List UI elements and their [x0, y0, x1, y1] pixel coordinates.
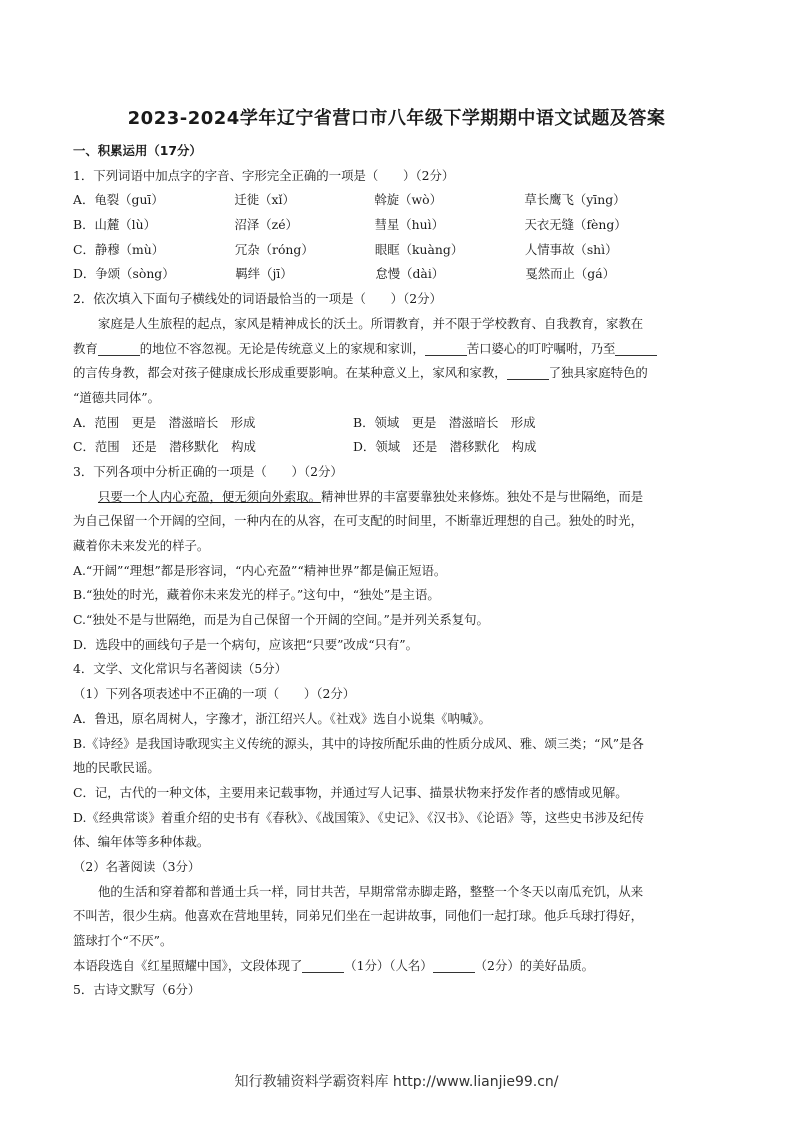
question-2-passage-line: “道德共同体”。	[73, 389, 161, 405]
question-2-options-row	[73, 411, 723, 436]
option-c: C．记，古代的一种文体，主要用来记载事物，并通过写人记事、描景状物来抒发作者的感情或见解。	[73, 784, 628, 800]
option-word: 斡旋（wò）	[374, 192, 442, 208]
exam-body	[73, 139, 723, 1003]
footer-watermark: 知行教辅资料学霸资料库 http://www.lianjie99.cn/	[234, 1074, 559, 1090]
option-b: B.《诗经》是我国诗歌现实主义传统的源头，其中的诗按所配乐曲的性质分成风、雅、颂三类；“风”是各	[73, 735, 644, 751]
question-2-passage-line	[73, 337, 723, 362]
page-title: 2023-2024学年辽宁省营口市八年级下学期期中语文试题及答案	[127, 108, 666, 129]
question-2-stem: 2．依次填入下面句子横线处的词语最恰当的一项是（ ）（2分）	[73, 291, 442, 307]
question-2-passage-line	[73, 361, 723, 386]
option-word: 羁绊（jī）	[235, 266, 293, 282]
option-word: 草长鹰飞（yīng）	[524, 192, 626, 208]
question-1-option-row	[73, 238, 723, 263]
ask-text: （2分）的美好品质。	[474, 957, 595, 973]
option-word: 彗星（huì）	[374, 217, 444, 233]
option-letter: B．	[73, 217, 95, 233]
reading-passage-line: 他的生活和穿着都和普通士兵一样，同甘共苦，早期常常赤脚走路，整整一个冬天以南瓜充饥，从来	[98, 883, 644, 899]
option-a: A.“开阔”“理想”都是形容词，“内心充盈”“精神世界”都是偏正短语。	[73, 562, 447, 578]
question-3-passage-line: 为自己保留一个开阔的空间，一种内在的从容，在可支配的时间里，不断靠近理想的自己。独处的时光，	[73, 513, 643, 529]
option-word: 龟裂（guī）	[94, 192, 164, 208]
option-letter: C．	[73, 241, 95, 257]
option-d: D.《经典常谈》着重介绍的史书有《春秋》、《战国策》、《史记》、《汉书》、《论语》等，这些史书涉及纪传	[73, 809, 644, 825]
option-d: D．领域 还是 潜移默化 构成	[353, 439, 537, 455]
passage-text: 苦口婆心的叮咛嘱咐，乃至	[466, 340, 616, 356]
ask-text: （1分）（人名）	[344, 957, 433, 973]
passage-text: 的言传身教，都会对孩子健康成长形成重要影响。在某种意义上，家风和家教，	[73, 365, 507, 381]
option-c: C.“独处不是与世隔绝，而是为自己保留一个开阔的空间。”是并列关系复句。	[73, 612, 489, 628]
question-1-stem: 1．下列词语中加点字的字音、字形完全正确的一项是（ ）（2分）	[73, 167, 455, 183]
option-d-continued: 体、编年体等多种体裁。	[73, 834, 210, 850]
option-word: 静穆（mù）	[94, 241, 165, 257]
option-letter: A．	[73, 192, 95, 208]
passage-text: 精神世界的丰富要靠独处来修炼。独处不是与世隔绝，而是	[321, 488, 644, 504]
fill-blank	[615, 341, 657, 356]
reading-passage-line: 不叫苦，很少生病。他喜欢在营地里转，同弟兄们坐在一起讲故事，同他们一起打球。他乒乓球打得好，	[73, 908, 643, 924]
passage-text: 了独具家庭特色的	[548, 365, 648, 381]
option-word: 怠慢（dài）	[375, 266, 445, 282]
underlined-sentence: 只要一个人内心充盈，便无须向外索取。	[98, 488, 322, 504]
fill-blank	[302, 958, 344, 973]
passage-text: 的地位不容忽视。无论是传统意义上的家规和家训，	[139, 340, 425, 356]
fill-blank	[98, 341, 140, 356]
option-word: 山麓（lù）	[94, 217, 157, 233]
question-4-stem: 4．文学、文化常识与名著阅读（5分）	[73, 661, 288, 677]
question-2-passage-line: 家庭是人生旅程的起点，家风是精神成长的沃土。所谓教育，并不限于学校教育、自我教育，家教在	[98, 315, 644, 331]
option-b-continued: 地的民歌民谣。	[73, 760, 160, 776]
question-1-options	[73, 188, 723, 287]
option-c: C．范围 还是 潜移默化 构成	[73, 439, 256, 455]
option-b: B．领域 更是 潜滋暗长 形成	[353, 414, 536, 430]
option-letter: D．	[73, 266, 96, 282]
option-word: 天衣无缝（fèng）	[524, 217, 627, 233]
reading-passage-line: 篮球打个“不厌”。	[73, 933, 173, 948]
passage-text: 教育	[73, 340, 98, 356]
option-a: A．范围 更是 潜滋暗长 形成	[73, 414, 256, 430]
option-word: 沼泽（zé）	[234, 217, 298, 233]
question-1-option-row	[73, 262, 723, 287]
question-3-passage-line: 藏着你未来发光的样子。	[73, 538, 210, 553]
option-word: 眼眶（kuàng）	[374, 241, 464, 257]
question-1-option-row	[73, 213, 723, 238]
question-1-option-row	[73, 188, 723, 213]
option-word: 人情事故（shì）	[524, 241, 618, 257]
question-4-sub-2: （2）名著阅读（3分）	[73, 858, 201, 874]
section-heading: 一、积累运用（17分）	[73, 143, 202, 158]
question-2-options-row	[73, 435, 723, 460]
question-4-ask	[73, 954, 723, 979]
option-b: B.“独处的时光，藏着你未来发光的样子。”这句中，“独处”是主语。	[73, 587, 440, 603]
question-3-passage-line	[73, 485, 723, 510]
option-d: D．选段中的画线句子是一个病句，应该把“只要”改成“只有”。	[73, 636, 419, 652]
fill-blank	[507, 365, 549, 380]
option-word: 戛然而止（gá）	[525, 266, 615, 282]
ask-text: 本语段选自《红星照耀中国》，文段体现了	[73, 957, 303, 973]
question-5-stem: 5．古诗文默写（6分）	[73, 982, 201, 998]
option-a: A．鲁迅，原名周树人，字豫才，浙江绍兴人。《社戏》选自小说集《呐喊》。	[73, 710, 491, 726]
option-word: 争颂（sòng）	[95, 266, 175, 282]
question-3-stem: 3．下列各项中分析正确的一项是（ ）（2分）	[73, 463, 343, 479]
question-4-sub-1: （1）下列各项表述中不正确的一项（ ）（2分）	[73, 686, 356, 702]
option-word: 迁徙（xǐ）	[234, 192, 295, 208]
fill-blank	[425, 341, 467, 356]
fill-blank	[433, 958, 475, 973]
option-word: 冗杂（róng）	[234, 241, 314, 257]
